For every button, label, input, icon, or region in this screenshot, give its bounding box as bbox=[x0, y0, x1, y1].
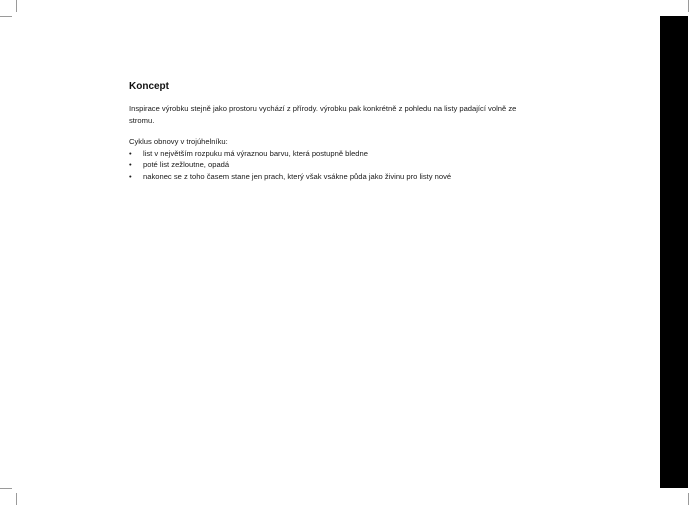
page-title: Koncept bbox=[129, 81, 169, 92]
bullet-symbol: • bbox=[129, 171, 132, 181]
list-item bbox=[129, 171, 529, 183]
crop-mark-bottom-left-vertical bbox=[16, 493, 17, 505]
cycle-list bbox=[129, 148, 529, 183]
bullet-symbol: • bbox=[129, 160, 132, 169]
list-item bbox=[129, 148, 529, 160]
page-side-bar bbox=[660, 16, 688, 488]
list-item-text: nakonec se z toho časem stane jen prach, který však vsákne půda jako živinu pro listy nové bbox=[143, 171, 452, 181]
crop-mark-bottom-right-vertical bbox=[688, 493, 689, 505]
crop-mark-top-left-horizontal bbox=[0, 16, 12, 17]
list-item-text: poté list zežloutne, opadá bbox=[143, 160, 230, 169]
crop-mark-bottom-left-horizontal bbox=[0, 488, 12, 489]
bullet-symbol: • bbox=[129, 148, 132, 158]
intro-paragraph: Inspirace výrobku stejně jako prostoru vychází z přírody. výrobku pak konkrétně z pohledu na listy padající volně ze stromu. bbox=[129, 104, 517, 125]
list-item-text: list v největším rozpuku má výraznou barvu, která postupně bledne bbox=[143, 148, 368, 158]
cycle-title: Cyklus obnovy v trojúhelníku: bbox=[129, 137, 228, 146]
list-item bbox=[129, 159, 529, 171]
crop-mark-top-right-vertical bbox=[688, 0, 689, 12]
document-content bbox=[129, 80, 529, 182]
crop-mark-top-left-vertical bbox=[16, 0, 17, 12]
